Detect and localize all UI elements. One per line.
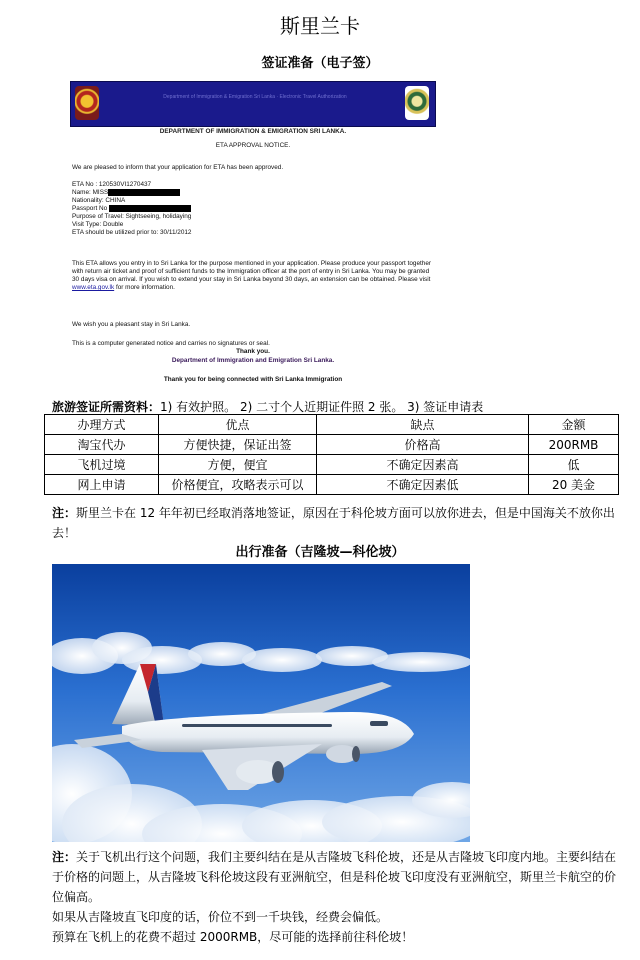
- airplane-in-sky-illustration: [52, 564, 470, 842]
- eta-wish: We wish you a pleasant stay in Sri Lanka.: [72, 321, 191, 328]
- eta-passport-row: [72, 205, 192, 213]
- eta-intro: We are pleased to inform that your application for ETA has been approved.: [72, 164, 284, 171]
- sri-lanka-emblem-icon: [75, 86, 99, 120]
- eta-utilized: ETA should be utilized prior to: 30/11/2012: [72, 229, 192, 237]
- table-cell: 价格高: [317, 435, 529, 455]
- table-cell: 网上申请: [45, 475, 159, 495]
- visa-section-heading: 签证准备（电子签）: [261, 56, 379, 71]
- page-title: 斯里兰卡: [280, 14, 360, 38]
- eta-passport: Passport No: [72, 205, 108, 213]
- visa-note: [52, 503, 622, 543]
- flight-note-line: 如果从吉隆坡直飞印度的话，价位不到一千块钱，经费会偏低。: [52, 910, 389, 924]
- table-cell: 20 美金: [529, 475, 619, 495]
- table-cell: 淘宝代办: [45, 435, 159, 455]
- eta-header-banner: [70, 81, 436, 127]
- table-cell: 不确定因素高: [317, 455, 529, 475]
- immigration-emblem-icon: [405, 86, 429, 120]
- flight-note: [52, 847, 622, 947]
- table-header: 办理方式: [45, 415, 159, 435]
- table-row: [45, 475, 619, 495]
- eta-body-text-end: for more information.: [115, 284, 175, 291]
- materials-label: 旅游签证所需资料：: [52, 400, 161, 414]
- note-label: 注：: [52, 506, 77, 520]
- table-cell: 不确定因素低: [317, 475, 529, 495]
- eta-department-signoff: Department of Immigration and Emigration Sri Lanka.: [171, 357, 335, 364]
- eta-thanks: Thank you.: [236, 348, 270, 355]
- eta-nationality: Nationality: CHINA: [72, 197, 126, 205]
- flight-note-line: 预算在飞机上的花费不超过 2000RMB，尽可能的选择前往科伦坡！: [52, 930, 414, 944]
- flight-note-paragraph: [52, 847, 622, 907]
- materials-text: 1) 有效护照。 2) 二寸个人近期证件照 2 张。 3) 签证申请表: [160, 400, 484, 414]
- note-text: 斯里兰卡在 12 年年初已经取消落地签证，原因在于科伦坡方面可以放你进去，但是中国海关不放你出去！: [52, 506, 615, 540]
- eta-fields: [72, 181, 192, 237]
- eta-computer-note: This is a computer generated notice and carries no signatures or seal.: [72, 340, 270, 347]
- airplane-photo: [52, 564, 470, 842]
- eta-banner-text: Department of Immigration & Emigration Sri Lanka · Electronic Travel Authorization: [163, 94, 347, 100]
- table-row: [45, 455, 619, 475]
- eta-website-link[interactable]: www.eta.gov.lk: [72, 284, 115, 291]
- eta-name-row: [72, 189, 192, 197]
- eta-body-text: This ETA allows you entry in to Sri Lanka for the purpose mentioned in your application. Please produce your passport together with return air ticket and proof of sufficient funds to the Immigration officer at the port of entry in Sri Lanka. You may be granted 30 days visa on arrival. If you wish to extend your stay in Sri Lanka beyond 30 days, an extension can be obtained. Please visit: [72, 260, 432, 283]
- table-cell: 飞机过境: [45, 455, 159, 475]
- table-cell: 方便，便宜: [159, 455, 317, 475]
- redaction-bar: [108, 189, 180, 196]
- travel-section-heading: 出行准备（吉隆坡—科伦坡）: [235, 545, 405, 560]
- table-header: 金额: [529, 415, 619, 435]
- eta-approval-title: ETA APPROVAL NOTICE.: [215, 142, 291, 149]
- table-cell: 价格便宜，攻略表示可以: [159, 475, 317, 495]
- visa-comparison-table: [44, 414, 619, 495]
- table-header: 优点: [159, 415, 317, 435]
- note-label: 注：: [52, 850, 77, 864]
- table-header: 缺点: [317, 415, 529, 435]
- eta-number: ETA No : 120530VI1270437: [72, 181, 152, 188]
- visa-materials-line: [52, 398, 483, 415]
- table-cell: 200RMB: [529, 435, 619, 455]
- redaction-bar: [109, 205, 191, 212]
- eta-name: Name: MISS: [72, 189, 109, 197]
- table-header-row: [45, 415, 619, 435]
- eta-visit-type: Visit Type: Double: [72, 221, 124, 229]
- note-text: 关于飞机出行这个问题，我们主要纠结在是从吉隆坡飞科伦坡，还是从吉隆坡飞印度内地。主要纠结在于价格的问题上，从吉隆坡飞科伦坡这段有亚洲航空，但是科伦坡飞印度没有亚洲航空，斯里兰卡航空的价位偏高。: [52, 850, 617, 904]
- eta-approval-notice-image: [68, 78, 438, 390]
- table-cell: 方便快捷，保证出签: [159, 435, 317, 455]
- eta-department: DEPARTMENT OF IMMIGRATION & EMIGRATION SRI LANKA.: [159, 128, 347, 135]
- eta-purpose: Purpose of Travel: Sightseeing, holidaying: [72, 213, 192, 221]
- eta-body: [72, 260, 434, 292]
- eta-connected: Thank you for being connected with Sri Lanka Immigration: [163, 376, 343, 383]
- table-cell: 低: [529, 455, 619, 475]
- table-row: [45, 435, 619, 455]
